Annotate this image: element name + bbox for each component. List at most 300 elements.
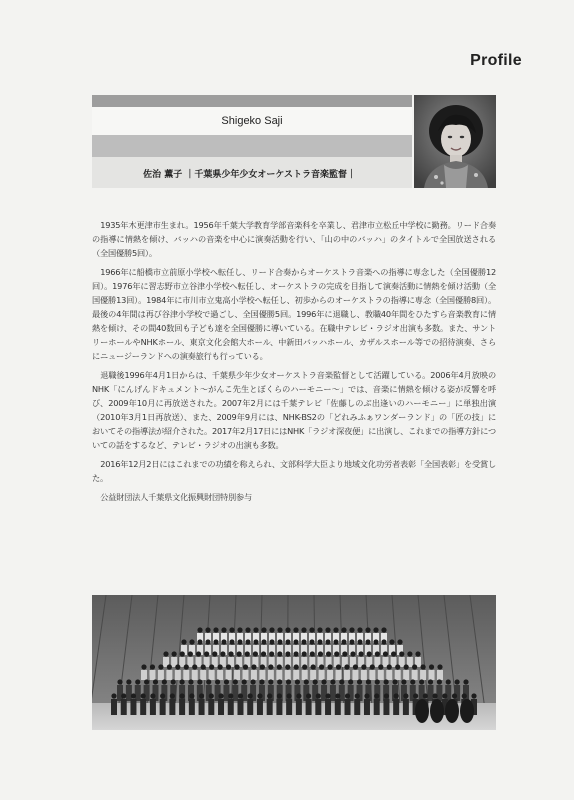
performer-head xyxy=(293,627,298,632)
performer-body xyxy=(117,685,123,701)
performer-head xyxy=(317,627,322,632)
performer-head xyxy=(375,679,380,684)
performer-head xyxy=(218,664,223,669)
performer-head xyxy=(180,651,185,656)
performer-body xyxy=(302,670,308,680)
performer-body xyxy=(135,685,141,701)
double-bass-instrument xyxy=(430,699,444,723)
performer-body xyxy=(250,685,256,701)
performer-body xyxy=(161,685,167,701)
performer-head xyxy=(253,627,258,632)
performer-body xyxy=(348,685,354,701)
portrait-photo xyxy=(414,95,496,188)
performer-body xyxy=(383,699,389,715)
performer-head xyxy=(375,651,380,656)
performer-head xyxy=(189,639,194,644)
performer-head xyxy=(257,693,262,698)
performer-head xyxy=(342,651,347,656)
performer-head xyxy=(188,651,193,656)
performer-head xyxy=(373,639,378,644)
performer-head xyxy=(319,664,324,669)
performer-head xyxy=(374,693,379,698)
performer-body xyxy=(206,685,212,701)
performer-head xyxy=(287,693,292,698)
performer-head xyxy=(243,664,248,669)
performer-head xyxy=(301,627,306,632)
performer-body xyxy=(412,670,418,680)
performer-head xyxy=(199,693,204,698)
performer-head xyxy=(162,679,167,684)
performer-body xyxy=(126,685,132,701)
performer-body xyxy=(158,670,164,680)
performer-body xyxy=(352,670,358,680)
performer-head xyxy=(242,679,247,684)
performer-body xyxy=(454,685,460,701)
performer-body xyxy=(141,670,147,680)
performer-head xyxy=(229,639,234,644)
performer-head xyxy=(253,651,258,656)
performer-head xyxy=(325,627,330,632)
performer-body xyxy=(276,699,282,715)
performer-body xyxy=(365,685,371,701)
performer-head xyxy=(150,693,155,698)
performer-body xyxy=(259,670,265,680)
performer-head xyxy=(442,693,447,698)
performer-head xyxy=(277,627,282,632)
performer-body xyxy=(285,670,291,680)
performer-head xyxy=(237,639,242,644)
performer-head xyxy=(245,639,250,644)
performer-head xyxy=(277,679,282,684)
performer-head xyxy=(437,679,442,684)
performer-head xyxy=(392,679,397,684)
performer-head xyxy=(420,664,425,669)
performer-head xyxy=(339,679,344,684)
performer-head xyxy=(394,693,399,698)
performer-head xyxy=(311,664,316,669)
performer-head xyxy=(367,651,372,656)
performer-body xyxy=(179,699,185,715)
performer-body xyxy=(403,670,409,680)
performer-body xyxy=(192,670,198,680)
performer-head xyxy=(325,639,330,644)
performer-body xyxy=(303,685,309,701)
performer-head xyxy=(212,651,217,656)
bio-paragraph-2: 1966年に船橋市立前原小学校へ転任し、リード合奏からオーケストラ音楽への指導に専念した（全国優勝12回）。1976年に習志野市立谷津小学校へ転任し、オーケストラの完成を目指して演奏活動に情熱を傾け活動（全国優勝13回）。1984年に市川市立鬼高小学校へ転任し、初歩からのオーケストラの指導に専念（全国優勝8回）。最後の4年間は再び谷津小学校で過ごし、全国優勝5回。1996年に退職し、教職40年間をひたすら音楽教育に情熱を傾け、その間40数回も子ども達を全国優勝に導いている。在職中テレビ・ラジオ出演も多数。また、サントリーホールやNHKホール、東京文化会館大ホール、中新田バッハホール、カザルスホール等での招待演奏、さらにニュージーランドへの演奏旅行も行っている。 xyxy=(92,267,496,361)
performer-head xyxy=(228,693,233,698)
performer-head xyxy=(260,664,265,669)
performer-body xyxy=(144,685,150,701)
performer-head xyxy=(153,679,158,684)
performer-head xyxy=(348,679,353,684)
performer-head xyxy=(410,679,415,684)
performer-head xyxy=(378,664,383,669)
performer-body xyxy=(327,670,333,680)
performer-head xyxy=(121,693,126,698)
performer-head xyxy=(234,664,239,669)
header-band-top xyxy=(92,95,412,107)
performer-body xyxy=(237,699,243,715)
performer-head xyxy=(336,664,341,669)
performer-head xyxy=(277,651,282,656)
performer-head xyxy=(399,651,404,656)
bio-paragraph-3: 退職後1996年4月1日からは、千葉県少年少女オーケストラ音楽監督として活躍している。2006年4月放映のNHK「にんげんドキュメント～がんこ先生とぼくらのハーモニー～」では、音楽に情熱を傾ける姿が反響を呼び、2009年10月に再放送された。2007年2月には千葉テレビ「佐藤しのぶ出逢いのハーモニー」に単独出演（2010年3月1日再放送）、また、2009年9月には、NHK-BS2の「どれみふぁワンダーランド」の「匠の技」においてその指導法が紹介された。2017年2月17日にはNHK「ラジオ深夜便」に出演し、これまでの指導方針についての話をするなど、テレビ・ラジオの出演も多数。 xyxy=(92,370,496,450)
performer-body xyxy=(312,685,318,701)
performer-head xyxy=(412,664,417,669)
performer-head xyxy=(391,651,396,656)
performer-head xyxy=(150,664,155,669)
performer-body xyxy=(208,699,214,715)
role-title: ｜千葉県少年少女オーケストラ音楽監督｜ xyxy=(185,170,356,180)
performer-head xyxy=(401,679,406,684)
performer-head xyxy=(357,627,362,632)
performer-head xyxy=(209,664,214,669)
performer-head xyxy=(117,679,122,684)
performer-head xyxy=(353,664,358,669)
performer-head xyxy=(349,627,354,632)
performer-head xyxy=(341,639,346,644)
performer-head xyxy=(384,693,389,698)
performer-head xyxy=(285,664,290,669)
performer-body xyxy=(383,685,389,701)
performer-head xyxy=(135,679,140,684)
performer-head xyxy=(197,679,202,684)
performer-head xyxy=(446,679,451,684)
performer-body xyxy=(420,670,426,680)
performer-head xyxy=(158,664,163,669)
performer-head xyxy=(229,627,234,632)
performer-head xyxy=(349,639,354,644)
performer-body xyxy=(321,685,327,701)
performer-body xyxy=(345,699,351,715)
performer-head xyxy=(269,639,274,644)
performer-body xyxy=(306,699,312,715)
double-bass-instrument xyxy=(445,699,459,723)
performer-body xyxy=(209,670,215,680)
performer-head xyxy=(167,664,172,669)
performer-head xyxy=(309,639,314,644)
performer-body xyxy=(374,699,380,715)
performer-body xyxy=(335,699,341,715)
performer-body xyxy=(401,685,407,701)
performer-head xyxy=(261,627,266,632)
performer-head xyxy=(188,679,193,684)
performer-body xyxy=(259,685,265,701)
performer-head xyxy=(180,679,185,684)
performer-body xyxy=(319,670,325,680)
performer-head xyxy=(261,639,266,644)
performer-head xyxy=(357,679,362,684)
performer-head xyxy=(407,651,412,656)
performer-head xyxy=(364,693,369,698)
performer-head xyxy=(184,664,189,669)
performer-body xyxy=(395,670,401,680)
performer-body xyxy=(410,685,416,701)
performer-body xyxy=(226,670,232,680)
performer-head xyxy=(381,627,386,632)
performer-head xyxy=(206,679,211,684)
performer-body xyxy=(293,670,299,680)
performer-head xyxy=(277,693,282,698)
orchestra-group-photo xyxy=(92,595,496,730)
performer-head xyxy=(269,627,274,632)
performer-head xyxy=(285,651,290,656)
performer-head xyxy=(226,664,231,669)
performer-body xyxy=(392,685,398,701)
performer-head xyxy=(201,664,206,669)
performer-head xyxy=(237,627,242,632)
performer-body xyxy=(234,670,240,680)
performer-body xyxy=(403,699,409,715)
performer-body xyxy=(188,685,194,701)
performer-body xyxy=(436,685,442,701)
performer-head xyxy=(197,639,202,644)
performer-head xyxy=(141,693,146,698)
performer-head xyxy=(310,651,315,656)
performer-head xyxy=(318,651,323,656)
biography xyxy=(92,218,496,509)
performer-head xyxy=(172,651,177,656)
performer-head xyxy=(423,693,428,698)
performer-head xyxy=(218,693,223,698)
performer-body xyxy=(296,699,302,715)
performer-head xyxy=(313,679,318,684)
performer-body xyxy=(361,670,367,680)
performer-body xyxy=(130,699,136,715)
performer-body xyxy=(378,670,384,680)
performer-head xyxy=(175,664,180,669)
performer-head xyxy=(370,664,375,669)
performer-body xyxy=(149,670,155,680)
performer-head xyxy=(170,693,175,698)
performer-head xyxy=(345,693,350,698)
page-heading: Profile xyxy=(470,52,522,69)
performer-head xyxy=(268,679,273,684)
performer-head xyxy=(163,651,168,656)
performer-body xyxy=(170,685,176,701)
performer-head xyxy=(321,679,326,684)
portrait-illustration xyxy=(414,95,496,188)
performer-head xyxy=(144,679,149,684)
performer-head xyxy=(304,679,309,684)
performer-body xyxy=(251,670,257,680)
performer-head xyxy=(245,627,250,632)
performer-head xyxy=(404,664,409,669)
performer-head xyxy=(238,693,243,698)
performer-head xyxy=(277,664,282,669)
performer-head xyxy=(209,693,214,698)
performer-body xyxy=(364,699,370,715)
performer-head xyxy=(452,693,457,698)
name-japanese: 佐治 薫子 xyxy=(143,170,183,180)
performer-body xyxy=(257,699,263,715)
performer-head xyxy=(285,627,290,632)
performer-body xyxy=(267,699,273,715)
performer-body xyxy=(189,699,195,715)
name-english: Shigeko Saji xyxy=(221,115,283,127)
performer-head xyxy=(111,693,116,698)
performer-head xyxy=(293,651,298,656)
performer-head xyxy=(301,639,306,644)
double-bass-instrument xyxy=(460,699,474,723)
performer-head xyxy=(204,651,209,656)
performer-body xyxy=(160,699,166,715)
performer-head xyxy=(269,651,274,656)
performer-body xyxy=(286,685,292,701)
performer-head xyxy=(316,693,321,698)
performer-body xyxy=(111,699,117,715)
performer-body xyxy=(175,670,181,680)
performer-body xyxy=(315,699,321,715)
performer-body xyxy=(393,699,399,715)
performer-head xyxy=(462,693,467,698)
performer-body xyxy=(242,670,248,680)
performer-body xyxy=(152,685,158,701)
performer-head xyxy=(245,651,250,656)
performer-head xyxy=(437,664,442,669)
performer-head xyxy=(267,693,272,698)
performer-head xyxy=(366,679,371,684)
performer-head xyxy=(294,664,299,669)
performer-head xyxy=(131,693,136,698)
performer-head xyxy=(126,679,131,684)
performer-head xyxy=(224,679,229,684)
performer-head xyxy=(309,627,314,632)
performer-head xyxy=(429,664,434,669)
performer-body xyxy=(344,670,350,680)
performer-head xyxy=(213,627,218,632)
performer-head xyxy=(259,679,264,684)
performer-head xyxy=(455,679,460,684)
performer-head xyxy=(205,639,210,644)
performer-head xyxy=(196,651,201,656)
performer-head xyxy=(334,651,339,656)
performer-head xyxy=(261,651,266,656)
performer-body xyxy=(217,670,223,680)
performer-head xyxy=(361,664,366,669)
performer-head xyxy=(383,651,388,656)
performer-head xyxy=(237,651,242,656)
performer-body xyxy=(241,685,247,701)
performer-body xyxy=(339,685,345,701)
performer-head xyxy=(327,664,332,669)
orchestra-illustration xyxy=(92,595,496,730)
performer-body xyxy=(197,685,203,701)
performer-head xyxy=(413,693,418,698)
performer-body xyxy=(277,685,283,701)
performer-body xyxy=(369,670,375,680)
performer-head xyxy=(326,651,331,656)
performer-head xyxy=(387,664,392,669)
performer-head xyxy=(197,627,202,632)
double-bass-instrument xyxy=(415,699,429,723)
performer-body xyxy=(429,670,435,680)
performer-body xyxy=(140,699,146,715)
profile-header xyxy=(92,95,412,188)
performer-head xyxy=(428,679,433,684)
performer-head xyxy=(365,627,370,632)
performer-head xyxy=(389,639,394,644)
performer-head xyxy=(358,651,363,656)
performer-head xyxy=(171,679,176,684)
performer-body xyxy=(354,699,360,715)
performer-head xyxy=(215,679,220,684)
performer-head xyxy=(189,693,194,698)
performer-head xyxy=(253,639,258,644)
performer-body xyxy=(357,685,363,701)
performer-head xyxy=(296,693,301,698)
performer-head xyxy=(341,627,346,632)
performer-head xyxy=(295,679,300,684)
performer-body xyxy=(200,670,206,680)
performer-head xyxy=(335,693,340,698)
performer-head xyxy=(333,639,338,644)
performer-body xyxy=(294,685,300,701)
performer-head xyxy=(317,639,322,644)
performer-body xyxy=(121,699,127,715)
performer-head xyxy=(471,693,476,698)
performer-body xyxy=(276,670,282,680)
performer-body xyxy=(268,685,274,701)
performer-head xyxy=(384,679,389,684)
performer-head xyxy=(302,664,307,669)
performer-head xyxy=(355,693,360,698)
performer-head xyxy=(403,693,408,698)
performer-head xyxy=(277,639,282,644)
performer-body xyxy=(310,670,316,680)
performer-body xyxy=(215,685,221,701)
performer-head xyxy=(251,664,256,669)
performer-head xyxy=(180,693,185,698)
performer-head xyxy=(306,693,311,698)
performer-head xyxy=(221,627,226,632)
header-band-mid xyxy=(92,135,412,157)
performer-body xyxy=(336,670,342,680)
performer-body xyxy=(419,685,425,701)
performer-head xyxy=(302,651,307,656)
performer-head xyxy=(213,639,218,644)
name-japanese-line xyxy=(143,167,356,180)
performer-body xyxy=(463,685,469,701)
performer-head xyxy=(350,651,355,656)
performer-head xyxy=(233,679,238,684)
performer-head xyxy=(333,627,338,632)
performer-body xyxy=(150,699,156,715)
performer-head xyxy=(220,651,225,656)
performer-head xyxy=(463,679,468,684)
performer-head xyxy=(221,639,226,644)
performer-head xyxy=(397,639,402,644)
performer-head xyxy=(373,627,378,632)
performer-head xyxy=(330,679,335,684)
bio-paragraph-4: 2016年12月2日にはこれまでの功績を称えられ、文部科学大臣より地域文化功労者表彰「全国表彰」を受賞した。 xyxy=(92,459,496,483)
performer-body xyxy=(166,670,172,680)
performer-head xyxy=(286,679,291,684)
performer-body xyxy=(437,670,443,680)
performer-body xyxy=(286,699,292,715)
performer-head xyxy=(381,639,386,644)
performer-head xyxy=(141,664,146,669)
performer-body xyxy=(445,685,451,701)
performer-head xyxy=(419,679,424,684)
performer-head xyxy=(395,664,400,669)
performer-body xyxy=(247,699,253,715)
performer-head xyxy=(415,651,420,656)
performer-body xyxy=(325,699,331,715)
performer-head xyxy=(344,664,349,669)
performer-body xyxy=(223,685,229,701)
performer-head xyxy=(285,639,290,644)
